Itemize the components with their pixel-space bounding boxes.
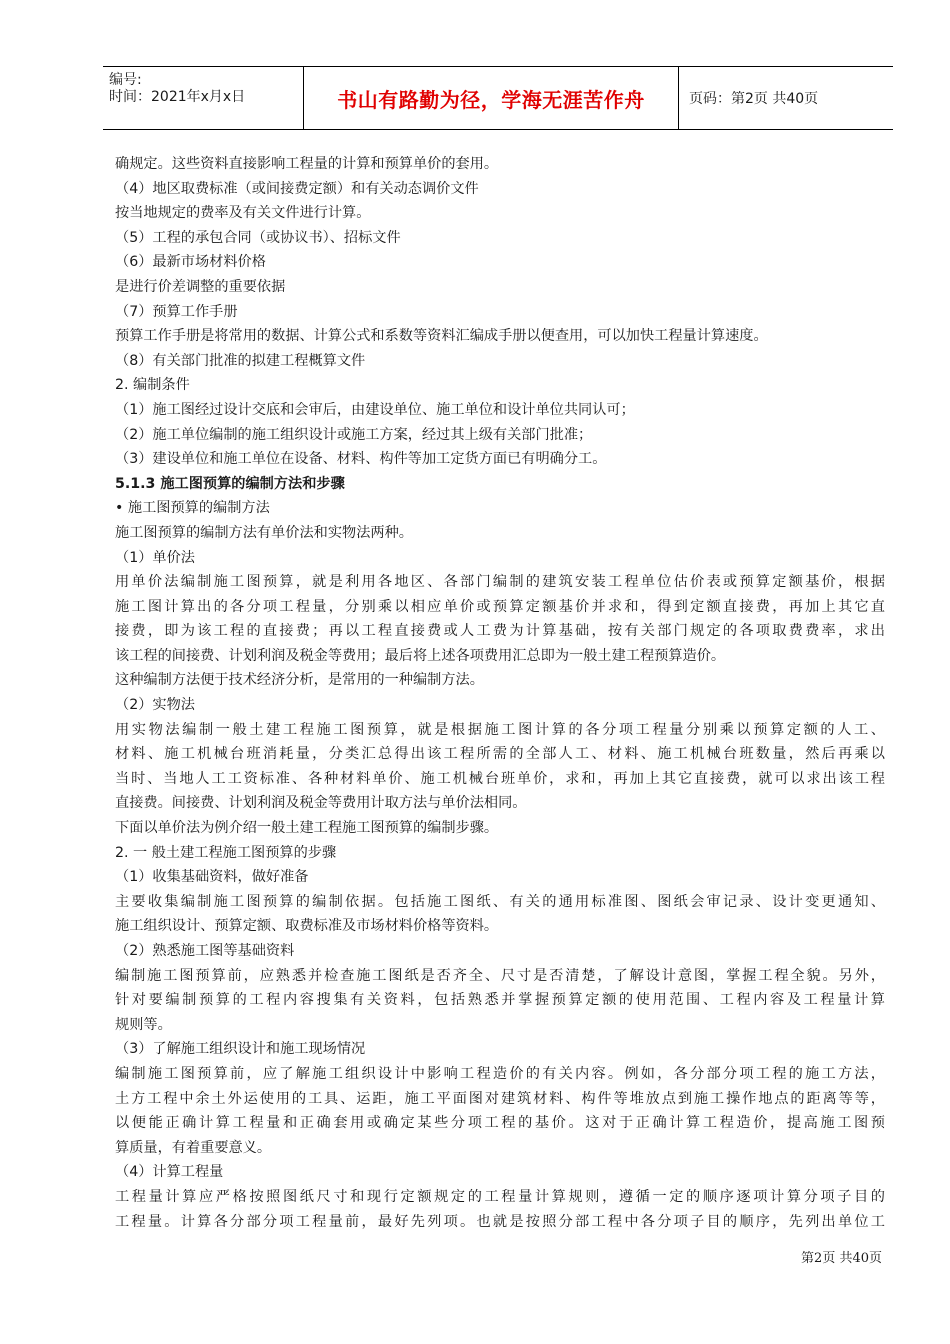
body-text-line: （2）施工单位编制的施工组织设计或施工方案，经过其上级有关部门批准； [115, 426, 593, 443]
document-time-label: 时间：2021年x月x日 [109, 89, 246, 105]
header-meta [103, 67, 304, 129]
body-text-line: （3）了解施工组织设计和施工现场情况 [115, 1041, 366, 1058]
page-footer-number: 第2页 共40页 [801, 1251, 882, 1266]
header-page-info: 页码：第2页 共40页 [689, 91, 819, 107]
body-text-line: （4）地区取费标准（或间接费定额）和有关动态调价文件 [115, 180, 479, 197]
body-text-line: （1）收集基础资料，做好准备 [115, 869, 309, 886]
body-text-line: 2. 一 般土建工程施工图预算的步骤 [115, 844, 337, 861]
page-header [103, 66, 893, 130]
body-text-line: 按当地规定的费率及有关文件进行计算。 [115, 205, 371, 222]
body-text-line: 材料、施工机械台班消耗量，分类汇总得出该工程所需的全部人工、材料、施工机械台班数量，然后再乘以 [115, 746, 885, 763]
body-text-line: 施工图计算出的各分项工程量，分别乘以相应单价或预算定额基价并求和，得到定额直接费，再加上其它直 [115, 598, 885, 615]
body-text-line: 当时、当地人工工资标准、各种材料单价、施工机械台班单价，求和，再加上其它直接费，就可以求出该工程 [115, 770, 885, 787]
body-text-line: （2）实物法 [115, 697, 195, 714]
body-text-line: （1）施工图经过设计交底和会审后，由建设单位、施工单位和设计单位共同认可； [115, 401, 635, 418]
body-text-line: 确规定。这些资料直接影响工程量的计算和预算单价的套用。 [115, 156, 499, 172]
document-number-label: 编号: [109, 72, 142, 88]
body-text-line: （7）预算工作手册 [115, 303, 238, 320]
body-text-line: 以便能正确计算工程量和正确套用或确定某些分项工程的基价。这对于正确计算工程造价，提高施工图预 [115, 1115, 885, 1132]
body-text-line: 工程量计算应严格按照图纸尺寸和现行定额规定的工程量计算规则，遵循一定的顺序逐项计算分项子目的 [115, 1188, 885, 1205]
document-body [115, 152, 885, 1234]
body-text-line: 针对要编制预算的工程内容搜集有关资料，包括熟悉并掌握预算定额的使用范围、工程内容及工程量计算 [115, 992, 885, 1009]
body-text-line: 施工图预算的编制方法有单价法和实物法两种。 [115, 524, 413, 541]
body-text-line: 直接费。间接费、计划利润及税金等费用计取方法与单价法相同。 [115, 795, 527, 812]
body-text-line: 土方工程中余土外运使用的工具、运距，施工平面图对建筑材料、构件等堆放点到施工操作地点的距离等等， [115, 1090, 885, 1107]
body-text-line: 工程量。计算各分部分项工程量前，最好先列项。也就是按照分部工程中各分项子目的顺序，先列出单位工 [115, 1213, 885, 1230]
body-text-line: 用实物法编制一般土建工程施工图预算，就是根据施工图计算的各分项工程量分别乘以预算定额的人工、 [115, 721, 885, 738]
body-text-line: 编制施工图预算前，应熟悉并检查施工图纸是否齐全、尺寸是否清楚，了解设计意图，掌握工程全貌。另外， [115, 967, 885, 984]
body-text-line: 这种编制方法便于技术经济分析，是常用的一种编制方法。 [115, 672, 484, 689]
body-text-line: 算质量，有着重要意义。 [115, 1139, 272, 1156]
body-text-line: （5）工程的承包合同（或协议书）、招标文件 [115, 229, 401, 246]
body-text-line: 预算工作手册是将常用的数据、计算公式和系数等资料汇编成手册以便查用，可以加快工程量计算速度。 [115, 328, 768, 345]
body-text-line: 下面以单价法为例介绍一般土建工程施工图预算的编制步骤。 [115, 820, 499, 837]
body-text-line: （6）最新市场材料价格 [115, 254, 266, 271]
body-text-line: （4）计算工程量 [115, 1164, 224, 1181]
body-text-line: 用单价法编制施工图预算，就是利用各地区、各部门编制的建筑安装工程单位估价表或预算定额基价，根据 [115, 574, 885, 591]
body-text-line: 施工组织设计、预算定额、取费标准及市场材料价格等资料。 [115, 918, 499, 935]
body-text-line: 接费，即为该工程的直接费；再以工程直接费或人工费为计算基础，按有关部门规定的各项取费费率，求出 [115, 623, 885, 640]
body-text-line: （1）单价法 [115, 549, 195, 566]
section-heading: 5.1.3 施工图预算的编制方法和步骤 [115, 475, 345, 492]
body-text-line: • 施工图预算的编制方法 [115, 500, 270, 517]
body-text-line: （2）熟悉施工图等基础资料 [115, 943, 295, 959]
body-text-line: 该工程的间接费、计划利润及税金等费用；最后将上述各项费用汇总即为一般土建工程预算造价。 [115, 647, 726, 664]
header-motto: 书山有路勤为径，学海无涯苦作舟 [304, 67, 679, 129]
body-text-line: （8）有关部门批准的拟建工程概算文件 [115, 352, 366, 369]
body-text-line: 编制施工图预算前，应了解施工组织设计中影响工程造价的有关内容。例如，各分部分项工程的施工方法， [115, 1065, 885, 1082]
body-text-line: （3）建设单位和施工单位在设备、材料、构件等加工定货方面已有明确分工。 [115, 451, 607, 468]
body-text-line: 主要收集编制施工图预算的编制依据。包括施工图纸、有关的通用标准图、图纸会审记录、设计变更通知、 [115, 893, 885, 910]
body-text-line: 2. 编制条件 [115, 377, 190, 394]
body-text-line: 是进行价差调整的重要依据 [115, 278, 286, 295]
body-text-line: 规则等。 [115, 1016, 172, 1033]
